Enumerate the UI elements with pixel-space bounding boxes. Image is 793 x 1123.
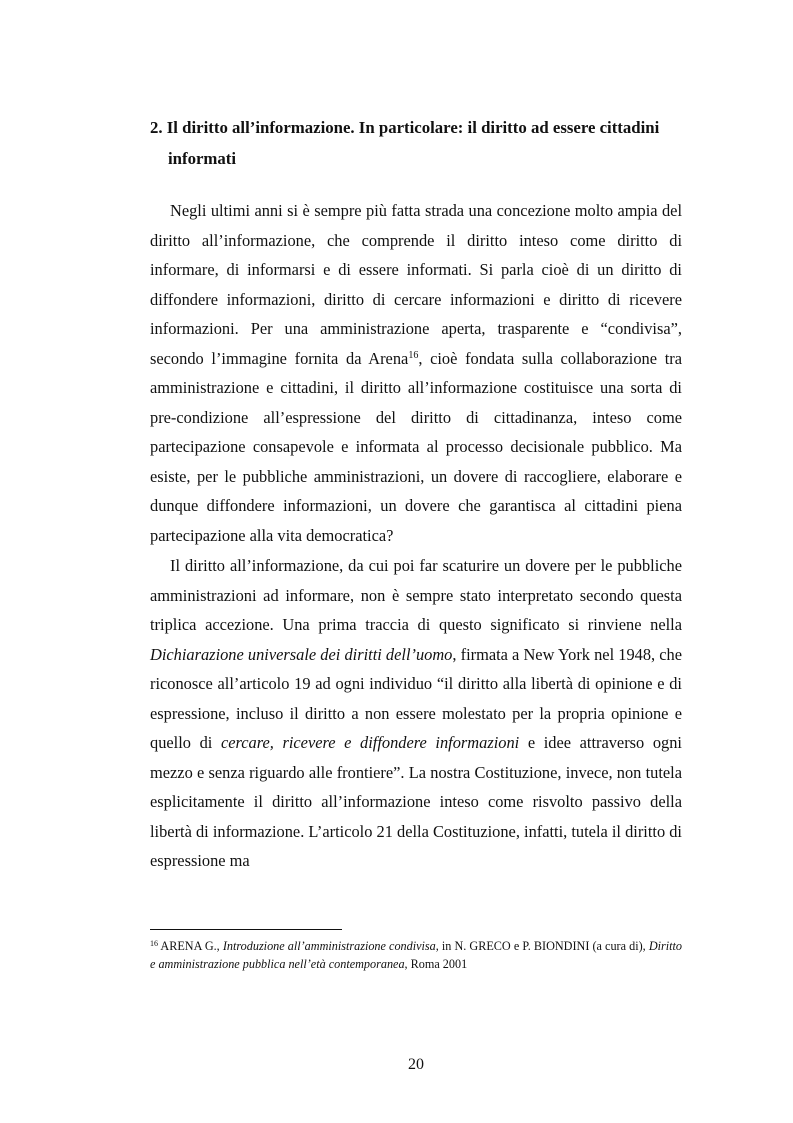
paragraph-1-text-b: , cioè fondata sulla collaborazione tra amministrazione e cittadini, il diritto all’informazione costituisce una sorta di pre-condizione all’espressione del diritto di cittadinanza, inteso come partecipazione consapevole e informata al processo decisionale pubblico. Ma esiste, per le pubbliche amministrazioni, un dovere di raccogliere, elaborare e dunque diffondere informazioni, un dovere che garantisca al cittadini piena partecipazione alla vita democratica?: [150, 348, 682, 545]
section-heading-line2: informati: [168, 149, 237, 168]
paragraph-2-text-c: e idee attraverso ogni mezzo e senza riguardo alle frontiere”. La nostra Costituzione, invece, non tutela esplicitamente il diritto all’informazione inteso come risvolto passivo della libertà di informazione. L’articolo 21 della Costituzione, infatti, tutela il diritto di espressione ma: [150, 733, 682, 870]
section-heading-line1: 2. Il diritto all’informazione. In particolare: il diritto ad essere cittadini: [150, 118, 660, 137]
footnote-number: 16: [150, 939, 158, 948]
page-number: 20: [408, 1056, 424, 1073]
italic-quote-emphasis: cercare, ricevere e diffondere informazioni: [220, 733, 520, 752]
footnote-italic-title-2: Diritto e amministrazione pubblica nell’età contemporanea: [150, 939, 682, 971]
footnote-reference: 16: [408, 349, 419, 361]
footnote-italic-title-1: Introduzione all’amministrazione condivisa: [222, 939, 436, 953]
paragraph-2: [150, 551, 682, 876]
paragraph-2-text-a: Il diritto all’informazione, da cui poi far scaturire un dovere per le pubbliche amministrazioni ad informare, non è sempre stato interpretato secondo questa triplica accezione. Una prima traccia di questo significato si rinviene nella: [150, 556, 682, 634]
section-heading: [150, 112, 695, 174]
footnote-text-b: , in N. GRECO e P. BIONDINI (a cura di),: [435, 939, 649, 953]
footnote: [150, 938, 682, 973]
footnote-separator: [150, 929, 342, 930]
paragraph-1-text-a: Negli ultimi anni si è sempre più fatta strada una concezione molto ampia del diritto all’informazione, che comprende il diritto inteso come diritto di informare, di informarsi e di essere informati. Si parla cioè di un diritto di diffondere informazioni, diritto di cercare informazioni e diritto di ricevere informazioni. Per una amministrazione aperta, trasparente e “condivisa”, secondo l’immagine fornita da Arena: [150, 201, 682, 368]
paragraph-1: [150, 196, 682, 550]
body-text: [150, 196, 682, 876]
italic-declaration-title: Dichiarazione universale dei diritti dell’uomo: [150, 644, 453, 664]
footnote-text-a: ARENA G.,: [158, 939, 223, 953]
paragraph-2-text-b: , firmata a New York nel 1948, che riconosce all’articolo 19 ad ogni individuo “il diritto alla libertà di opinione e di espressione, incluso il diritto a non essere molestato per la propria opinione e quello di: [150, 644, 682, 752]
footnote-text-c: , Roma 2001: [404, 956, 468, 971]
